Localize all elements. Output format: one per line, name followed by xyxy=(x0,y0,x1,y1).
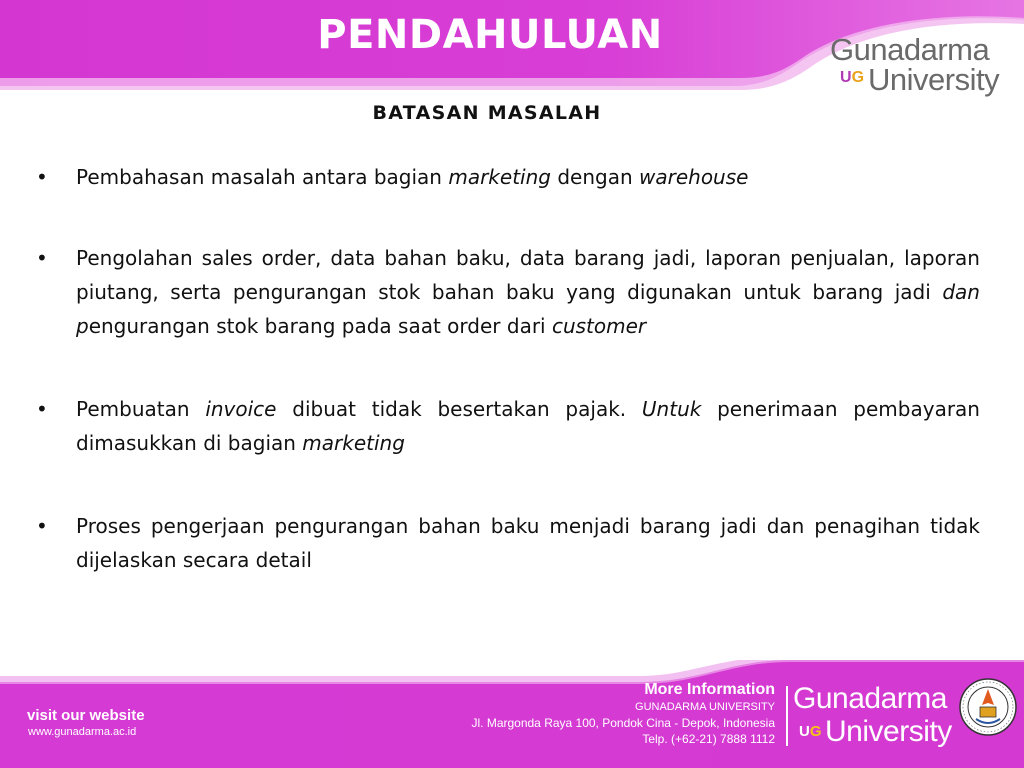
logo-word-gunadarma: Gunadarma xyxy=(793,682,947,715)
info-address: Jl. Margonda Raya 100, Pondok Cina - Depok, Indonesia xyxy=(471,716,775,730)
bullet-marker: • xyxy=(36,514,48,538)
info-organization: GUNADARMA UNIVERSITY xyxy=(635,701,775,713)
bullet-item xyxy=(36,509,980,577)
logo-word-gunadarma: Gunadarma xyxy=(830,32,990,67)
bullet-marker: • xyxy=(36,246,48,270)
bullet-text: Pembahasan masalah antara bagian marketing dengan warehouse xyxy=(76,165,749,189)
slide-title: PENDAHULUAN xyxy=(317,12,663,58)
gunadarma-logo-footer xyxy=(793,682,963,752)
bullet-item xyxy=(36,392,980,460)
visit-website-label: visit our website xyxy=(27,707,145,724)
bullet-text: Proses pengerjaan pengurangan bahan baku menjadi barang jadi dan penagihan tidak dijelaskan secara detail xyxy=(76,514,980,572)
logo-word-university: University xyxy=(868,62,1000,97)
university-seal-icon xyxy=(958,677,1018,737)
bullet-text: Pengolahan sales order, data bahan baku, data barang jadi, laporan penjualan, laporan piutang, serta pengurangan stok bahan baku yang digunakan untuk barang jadi dan pengurangan stok barang pada saat order dari customer xyxy=(76,246,980,338)
footer-divider xyxy=(786,686,788,746)
info-phone: Telp. (+62-21) 7888 1112 xyxy=(642,732,775,746)
bullet-text: Pembuatan invoice dibuat tidak besertakan pajak. Untuk penerimaan pembayaran dimasukkan di bagian marketing xyxy=(76,397,980,455)
website-url[interactable]: www.gunadarma.ac.id xyxy=(28,726,137,738)
logo-word-university: University xyxy=(825,715,952,748)
gunadarma-logo xyxy=(826,32,1016,102)
bullet-marker: • xyxy=(36,165,48,189)
logo-ug-mark: UG xyxy=(840,69,865,86)
section-subtitle: BATASAN MASALAH xyxy=(372,102,602,124)
logo-ug-mark: UG xyxy=(799,723,822,740)
bullet-item xyxy=(36,160,980,194)
bullet-item xyxy=(36,241,980,343)
info-title: More Information xyxy=(644,681,775,698)
bullet-marker: • xyxy=(36,397,48,421)
more-information-block xyxy=(420,680,775,747)
